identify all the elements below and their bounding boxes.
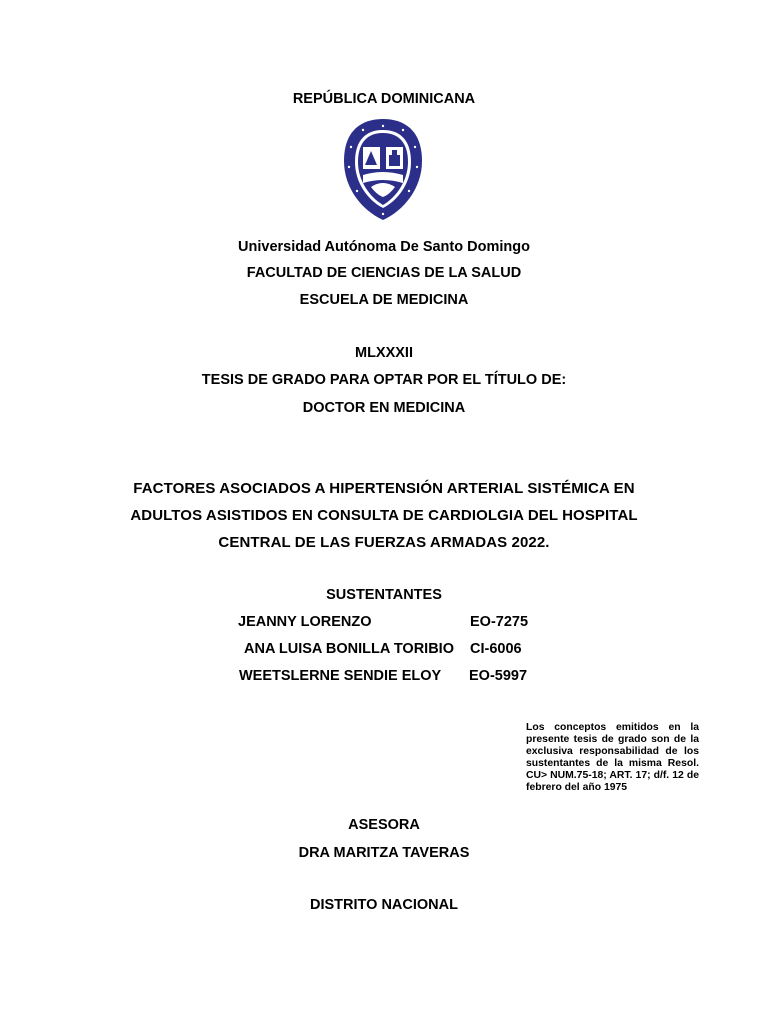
country-heading: REPÚBLICA DOMINICANA [292,91,476,107]
student-name: ANA LUISA BONILLA TORIBIO [244,641,454,657]
degree-name: DOCTOR EN MEDICINA [302,400,466,416]
student-id: EO-5997 [469,668,528,684]
advisor-heading: ASESORA [348,817,420,833]
students-heading: SUSTENTANTES [326,587,442,603]
location: DISTRITO NACIONAL [310,897,458,913]
advisor-name: DRA MARITZA TAVERAS [298,845,470,861]
student-id: EO-7275 [470,614,529,630]
university-name: Universidad Autónoma De Santo Domingo [238,239,530,255]
university-seal-icon [341,117,425,222]
student-name: JEANNY LORENZO [238,614,372,630]
roman-year: MLXXXII [354,345,413,361]
thesis-purpose: TESIS DE GRADO PARA OPTAR POR EL TÍTULO DE: [201,372,567,388]
faculty-name: FACULTAD DE CIENCIAS DE LA SALUD [246,265,522,281]
thesis-title-line: FACTORES ASOCIADOS A HIPERTENSIÓN ARTERIAL SISTÉMICA EN [133,480,635,497]
student-id: CI-6006 [470,641,522,657]
thesis-title-line: CENTRAL DE LAS FUERZAS ARMADAS 2022. [218,534,550,551]
school-name: ESCUELA DE MEDICINA [299,292,469,308]
thesis-title-line: ADULTOS ASISTIDOS EN CONSULTA DE CARDIOLGIA DEL HOSPITAL [130,507,638,524]
responsibility-disclaimer: Los conceptos emitidos en la presente tesis de grado son de la exclusiva responsabilidad de los sustentantes de la misma Resol. CU> NUM.75-18; ART. 17; d/f. 12 de febrero del año 1975 [526,722,699,794]
student-name: WEETSLERNE SENDIE ELOY [239,668,442,684]
